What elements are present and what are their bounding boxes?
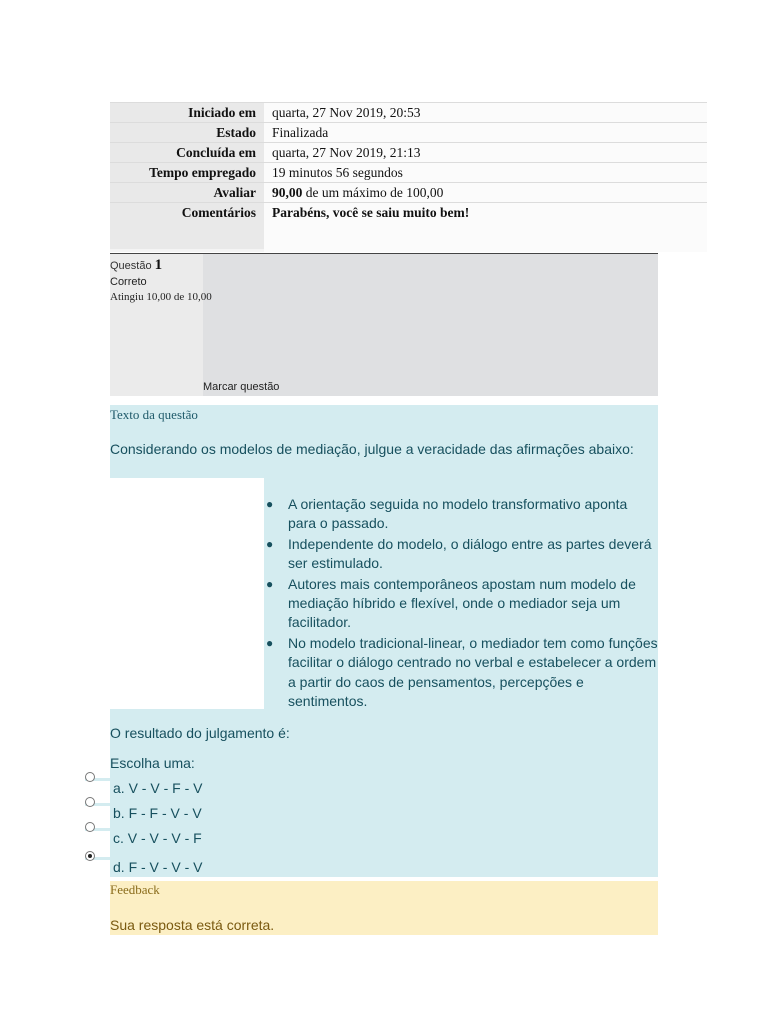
option-label: a. V - V - F - V: [113, 780, 203, 796]
summary-row-started: [110, 102, 707, 122]
summary-label: Tempo empregado: [110, 163, 264, 182]
statement-item: [266, 575, 658, 633]
feedback-heading: Feedback: [110, 882, 160, 897]
summary-label: Iniciado em: [110, 103, 264, 122]
radio-button[interactable]: [85, 772, 95, 782]
summary-value: Finalizada: [264, 123, 707, 142]
statement-text: A orientação seguida no modelo transformativo aponta para o passado.: [288, 496, 628, 532]
statement-text: No modelo tradicional-linear, o mediador tem como funções facilitar o diálogo centrado no verbal e estabelecer a ordem a partir do caos de pensamentos, percepções e sentimentos.: [288, 634, 658, 710]
feedback-text: Sua resposta está correta.: [110, 917, 275, 933]
summary-row-comments: [110, 202, 707, 252]
summary-value: quarta, 27 Nov 2019, 21:13: [264, 143, 707, 162]
summary-value: 19 minutos 56 segundos: [264, 163, 707, 182]
radio-button[interactable]: [85, 797, 95, 807]
blank-area: [110, 478, 264, 709]
statement-list: [264, 495, 658, 712]
summary-value: quarta, 27 Nov 2019, 20:53: [264, 103, 707, 122]
statement-text: Autores mais contemporâneos apostam num modelo de mediação híbrido e flexível, onde o mediador seja um facilitador.: [288, 575, 636, 631]
summary-row-state: [110, 122, 707, 142]
statement-text: Independente do modelo, o diálogo entre as partes deverá ser estimulado.: [288, 535, 652, 572]
option-label: c. V - V - V - F: [113, 830, 202, 846]
statement-item: [266, 495, 658, 534]
summary-label: Comentários: [110, 203, 264, 249]
question-prefix: Questão: [110, 260, 152, 272]
radio-button[interactable]: [85, 822, 95, 832]
summary-row-completed: [110, 142, 707, 162]
grade-score: 90,00: [272, 185, 303, 200]
question-grade: Atingiu 10,00 de 10,00: [110, 291, 212, 303]
question-content: [110, 405, 658, 877]
question-info: [110, 253, 658, 396]
bullet-icon: ●: [266, 576, 274, 591]
bullet-icon: ●: [266, 635, 274, 650]
summary-row-grade: [110, 182, 707, 202]
summary-row-time-taken: [110, 162, 707, 182]
question-number-value: 1: [154, 257, 163, 273]
statement-item: [266, 535, 658, 574]
summary-value: [264, 183, 707, 202]
option-label: b. F - F - V - V: [113, 805, 202, 821]
summary-label: Avaliar: [110, 183, 264, 202]
statement-item: [266, 634, 658, 712]
result-label: O resultado do julgamento é:: [110, 725, 290, 741]
bullet-icon: ●: [266, 497, 274, 511]
question-intro: Considerando os modelos de mediação, julgue a veracidade das afirmações abaixo:: [110, 441, 634, 457]
summary-value: Parabéns, você se saiu muito bem!: [264, 203, 707, 252]
question-text-heading: Texto da questão: [110, 407, 198, 422]
option-label: d. F - V - V - V: [113, 859, 203, 875]
radio-button-selected[interactable]: [85, 851, 95, 861]
bullet-icon: ●: [266, 536, 274, 551]
flag-question-link[interactable]: Marcar questão: [203, 381, 280, 393]
choose-prompt: Escolha uma:: [110, 755, 195, 771]
question-state: Correto: [110, 276, 147, 288]
feedback-panel: [110, 881, 658, 935]
summary-label: Estado: [110, 123, 264, 142]
question-number: [110, 257, 162, 274]
summary-label: Concluída em: [110, 143, 264, 162]
grade-max: de um máximo de 100,00: [302, 185, 444, 200]
attempt-summary-table: [110, 102, 707, 252]
